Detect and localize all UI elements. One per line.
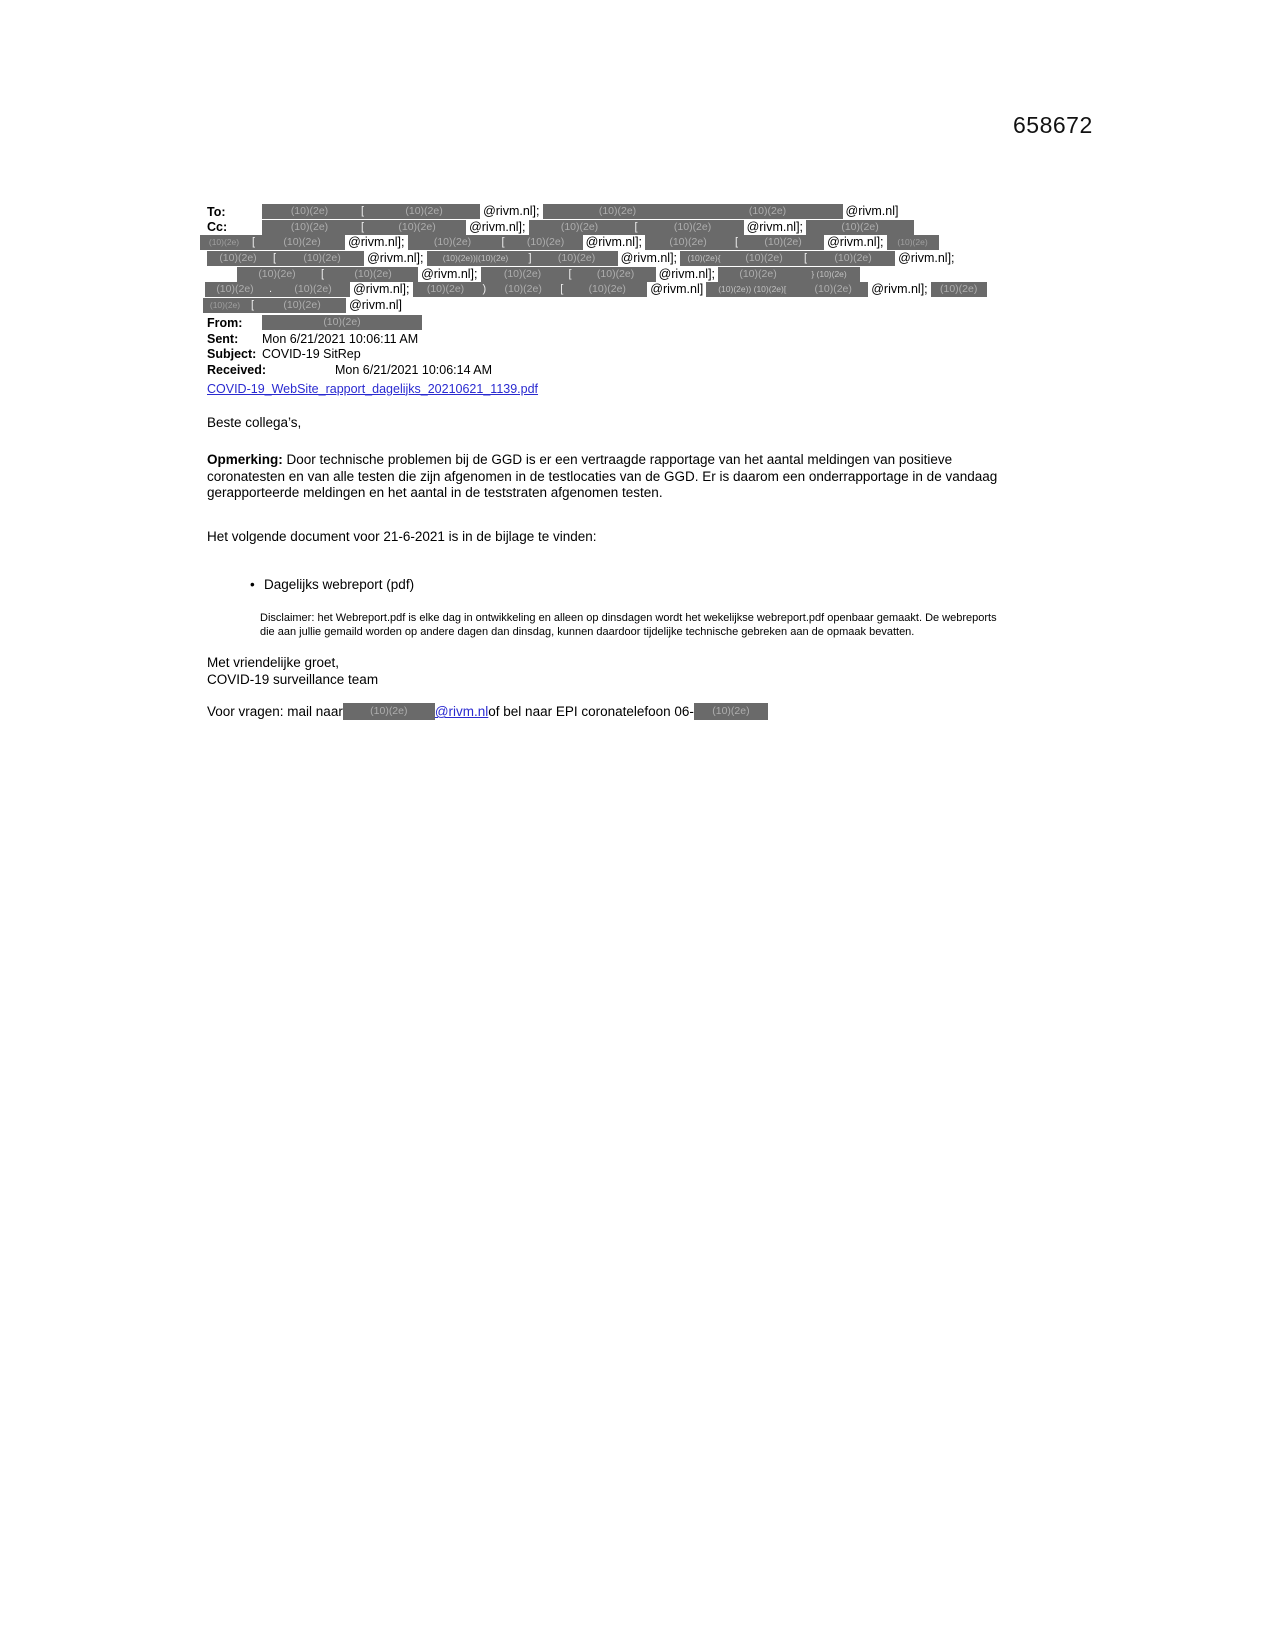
redaction-chip: (10)(2e) <box>742 235 824 250</box>
redaction-chip: (10)(2e) <box>481 267 565 282</box>
redaction-bracket: [ <box>317 267 328 282</box>
redaction-bracket: [ <box>556 282 567 297</box>
redaction-chip: (10)(2e) <box>536 251 618 266</box>
recipient-redaction-rows <box>207 204 1107 313</box>
sent-value: Mon 6/21/2021 10:06:11 AM <box>262 331 419 346</box>
redaction-chip-small: (10)(2e) <box>887 235 939 250</box>
bullet-item-text: Dagelijks webreport (pdf) <box>264 577 415 593</box>
redaction-chip: (10)(2e) <box>798 282 868 297</box>
redaction-bracket: [ <box>357 204 368 219</box>
redaction-code-small: (10)(2e){ <box>680 251 728 266</box>
email-domain-text: @rivm.nl]; <box>824 235 886 250</box>
subject-label: Subject: <box>207 347 257 362</box>
email-meta-rows <box>207 315 1107 377</box>
redaction-chip: (10)(2e) <box>276 282 350 297</box>
redaction-bracket: . <box>265 282 276 297</box>
redaction-chip: (10)(2e) <box>931 282 987 297</box>
document-line: Het volgende document voor 21-6-2021 is in de bijlage te vinden: <box>207 528 597 544</box>
redaction-chip: (10)(2e) <box>262 220 357 235</box>
redaction-chip: (10)(2e) <box>718 267 798 282</box>
email-domain-text: @rivm.nl]; <box>364 251 426 266</box>
footer-text: of bel naar EPI coronatelefoon 06- <box>488 704 694 720</box>
document-number: 658672 <box>1013 112 1093 138</box>
redaction-chip: (10)(2e) <box>343 703 435 720</box>
footer-text: Voor vragen: mail naar <box>207 704 343 720</box>
redaction-chip-small: (10)(2e) <box>203 298 247 313</box>
email-content <box>207 204 1107 720</box>
email-domain-text: @rivm.nl]; <box>345 235 407 250</box>
redaction-chip: (10)(2e) <box>262 204 357 219</box>
redaction-bracket: [ <box>565 267 576 282</box>
email-domain-text: @rivm.nl]; <box>418 267 480 282</box>
redaction-chip: (10)(2e) <box>237 267 317 282</box>
email-link[interactable]: @rivm.nl <box>434 704 489 720</box>
redaction-chip: (10)(2e) <box>576 267 656 282</box>
redaction-chip: (10)(2e) <box>328 267 418 282</box>
recipient-row <box>237 266 1107 282</box>
note-text: Door technische problemen bij de GGD is er een vertraagde rapportage van het aantal meldingen van positieve coronatesten en van alle testen die zijn afgenomen in de testlocaties van de GGD. Er is daarom een onderrapportage in de vandaag gerapporteerde meldingen en het aantal in de teststraten afgenomen testen. <box>207 452 998 501</box>
attachment-link[interactable]: COVID-19_WebSite_rapport_dagelijks_20210621_1139.pdf <box>207 381 539 396</box>
disclaimer-text: Disclaimer: het Webreport.pdf is elke dag in ontwikkeling en alleen op dinsdagen wordt het wekelijkse webreport.pdf openbaar gemaakt. De webreports die aan jullie gemaild worden op andere dagen dan dinsdag, kunnen daardoor tijdelijke technische gebreken aan de opmaak bevatten. <box>260 611 997 639</box>
subject-value: COVID-19 SitRep <box>262 347 361 362</box>
redaction-bracket: [ <box>631 220 642 235</box>
contact-line <box>207 703 1107 720</box>
redaction-code-small: (10)(2e)) (10)(2e)[ <box>706 282 798 297</box>
redaction-chip: (10)(2e) <box>413 282 479 297</box>
recipient-row <box>207 251 1107 267</box>
redaction-chip: (10)(2e) <box>728 251 800 266</box>
recipient-row <box>207 204 1107 220</box>
redaction-chip: (10)(2e) <box>205 282 265 297</box>
email-domain-text: @rivm.nl] <box>346 298 405 313</box>
sent-label: Sent: <box>207 331 239 346</box>
redaction-chip: (10)(2e) <box>262 315 422 330</box>
greeting-text: Beste collega’s, <box>207 414 302 430</box>
redaction-chip: (10)(2e) <box>543 204 693 219</box>
email-domain-text: @rivm.nl] <box>647 282 706 297</box>
email-domain-text: @rivm.nl]; <box>583 235 645 250</box>
redaction-chip: (10)(2e) <box>645 235 731 250</box>
email-domain-text: @rivm.nl]; <box>618 251 680 266</box>
redaction-bracket: [ <box>247 298 258 313</box>
redaction-bracket: [ <box>269 251 280 266</box>
redaction-code-small: (10)(2e))|(10)(2e) <box>427 251 525 266</box>
redaction-chip: (10)(2e) <box>490 282 556 297</box>
received-value: Mon 6/21/2021 10:06:14 AM <box>335 362 493 377</box>
bullet-item <box>250 577 1107 594</box>
closing-block <box>207 655 1107 688</box>
recipient-row <box>207 220 1107 236</box>
redaction-chip: (10)(2e) <box>693 204 843 219</box>
redaction-code-small: } (10)(2e) <box>798 267 860 282</box>
redaction-bracket: [ <box>731 235 742 250</box>
closing-line-1: Met vriendelijke groet, <box>207 655 340 671</box>
note-label: Opmerking: <box>207 452 283 468</box>
redaction-chip-small: (10)(2e) <box>200 235 248 250</box>
recipient-row-label: Cc: <box>207 220 228 235</box>
email-domain-text: @rivm.nl]; <box>895 251 957 266</box>
closing-line-2: COVID-19 surveillance team <box>207 671 379 687</box>
email-domain-text: @rivm.nl]; <box>480 204 542 219</box>
email-domain-text: @rivm.nl]; <box>350 282 412 297</box>
redaction-chip: (10)(2e) <box>258 298 346 313</box>
redaction-chip: (10)(2e) <box>567 282 647 297</box>
redaction-chip: (10)(2e) <box>207 251 269 266</box>
attachment-row <box>207 380 1107 396</box>
redaction-chip: (10)(2e) <box>509 235 583 250</box>
redaction-chip: (10)(2e) <box>806 220 914 235</box>
from-row <box>207 315 1107 331</box>
redaction-bracket: ] <box>525 251 536 266</box>
sent-row <box>207 331 1107 347</box>
note-paragraph <box>207 452 1005 502</box>
recipient-row <box>205 282 1107 298</box>
redaction-chip: (10)(2e) <box>368 204 480 219</box>
email-domain-text: @rivm.nl]; <box>744 220 806 235</box>
redaction-bracket: [ <box>498 235 509 250</box>
email-domain-text: @rivm.nl]; <box>868 282 930 297</box>
from-label: From: <box>207 315 243 330</box>
received-row <box>207 362 1107 378</box>
redaction-chip: (10)(2e) <box>529 220 631 235</box>
redaction-chip: (10)(2e) <box>642 220 744 235</box>
redaction-chip: (10)(2e) <box>280 251 364 266</box>
email-domain-text: @rivm.nl]; <box>656 267 718 282</box>
recipient-row-label: To: <box>207 204 226 219</box>
redaction-bracket: [ <box>357 220 368 235</box>
subject-row <box>207 346 1107 362</box>
redaction-chip: (10)(2e) <box>259 235 345 250</box>
email-domain-text: @rivm.nl] <box>843 204 902 219</box>
email-domain-text: @rivm.nl]; <box>466 220 528 235</box>
recipient-row <box>200 235 1107 251</box>
recipient-row <box>203 298 1107 314</box>
redaction-chip: (10)(2e) <box>811 251 895 266</box>
redaction-chip: (10)(2e) <box>408 235 498 250</box>
redaction-bracket: [ <box>800 251 811 266</box>
redaction-bracket: [ <box>248 235 259 250</box>
redaction-bracket: ) <box>479 282 491 297</box>
redaction-chip: (10)(2e) <box>694 703 768 720</box>
bullet-marker-icon: • <box>250 577 255 593</box>
received-label: Received: <box>207 362 267 377</box>
redaction-chip: (10)(2e) <box>368 220 466 235</box>
